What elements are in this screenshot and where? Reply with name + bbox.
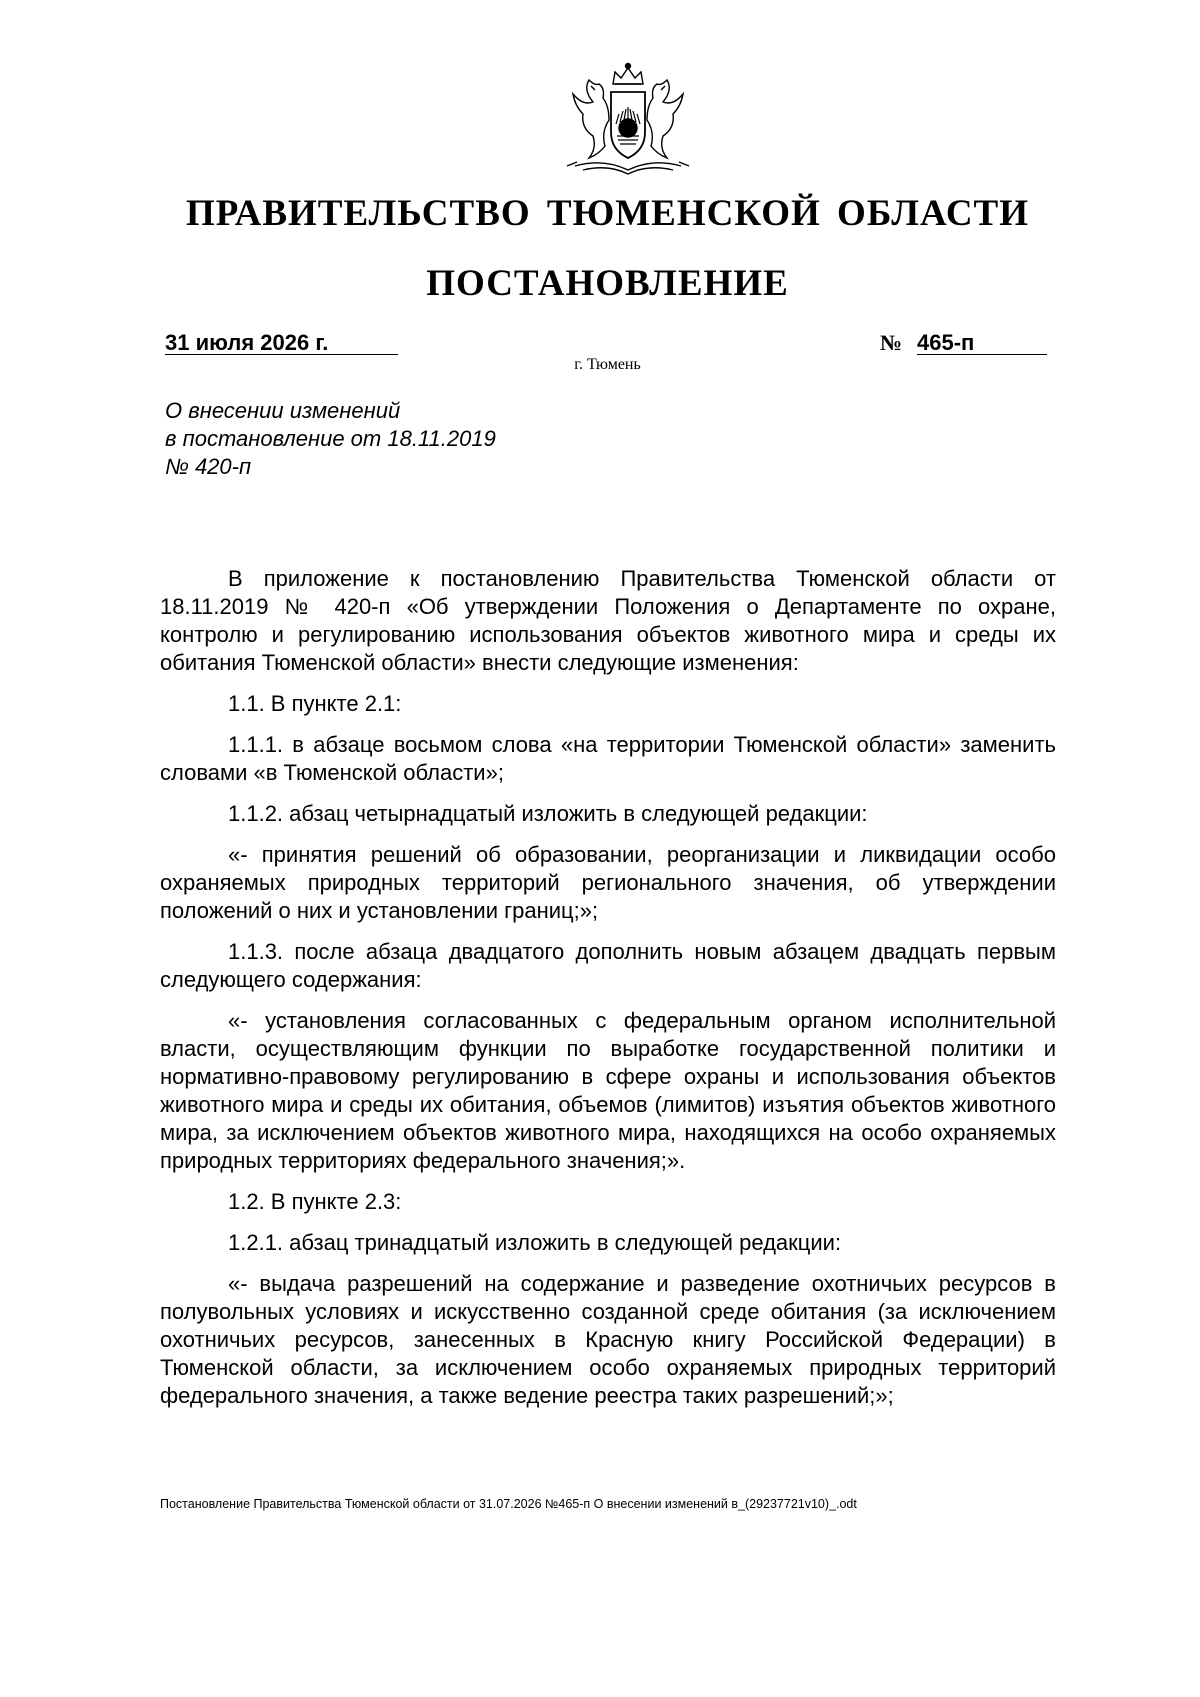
- paragraph: В приложение к постановлению Правительства Тюменской области от 18.11.2019 № 420-п «Об утверждении Положения о Департаменте по охране, контролю и регулированию использования объектов животного мира и среды их обитания Тюменской области» внести следующие изменения:: [160, 566, 1056, 675]
- paragraph: «- принятия решений об образовании, реорганизации и ликвидации особо охраняемых природных территорий регионального значения, об утверждении положений о них и установлении границ;»;: [160, 842, 1056, 923]
- page-footer: Постановление Правительства Тюменской области от 31.07.2026 №465-п О внесении изменений в_(29237721v10)_.odt: [160, 1497, 857, 1511]
- subject-line: в постановление от 18.11.2019: [165, 426, 496, 451]
- coat-of-arms-icon: [553, 62, 703, 182]
- number-sign: №: [880, 330, 903, 355]
- document-number: 465-п: [917, 330, 1047, 355]
- paragraph: 1.2.1. абзац тринадцатый изложить в следующей редакции:: [228, 1230, 842, 1255]
- paragraph: 1.2. В пункте 2.3:: [228, 1189, 402, 1214]
- document-subject: [165, 397, 496, 481]
- document-date: 31 июля 2026 г.: [165, 330, 398, 355]
- paragraph: «- выдача разрешений на содержание и разведение охотничьих ресурсов в полувольных условиях и искусственно созданной среде обитания (за исключением охотничьих ресурсов, занесенных в Красную книгу Российской Федерации) в Тюменской области, за исключением особо охраняемых природных территорий федерального значения, а также ведение реестра таких разрешений;»;: [160, 1271, 1056, 1408]
- government-title: ПРАВИТЕЛЬСТВО ТЮМЕНСКОЙ ОБЛАСТИ: [185, 193, 1030, 234]
- paragraph: 1.1. В пункте 2.1:: [228, 691, 402, 716]
- document-body: [160, 565, 1056, 1423]
- city-label: г. Тюмень: [574, 356, 641, 373]
- paragraph: 1.1.2. абзац четырнадцатый изложить в следующей редакции:: [228, 801, 868, 826]
- subject-line: О внесении изменений: [165, 398, 401, 423]
- paragraph: 1.1.3. после абзаца двадцатого дополнить новым абзацем двадцать первым следующего содержания:: [160, 939, 1056, 992]
- document-type: ПОСТАНОВЛЕНИЕ: [426, 263, 789, 304]
- subject-line: № 420-п: [165, 454, 252, 479]
- paragraph: 1.1.1. в абзаце восьмом слова «на территории Тюменской области» заменить словами «в Тюменской области»;: [160, 732, 1056, 785]
- paragraph: «- установления согласованных с федеральным органом исполнительной власти, осуществляющим функции по выработке государственной политики и нормативно-правовому регулированию в сфере охраны и использования объектов животного мира и среды их обитания, объемов (лимитов) изъятия объектов животного мира, за исключением объектов животного мира, находящихся на особо охраняемых природных территориях федерального значения;».: [160, 1008, 1056, 1173]
